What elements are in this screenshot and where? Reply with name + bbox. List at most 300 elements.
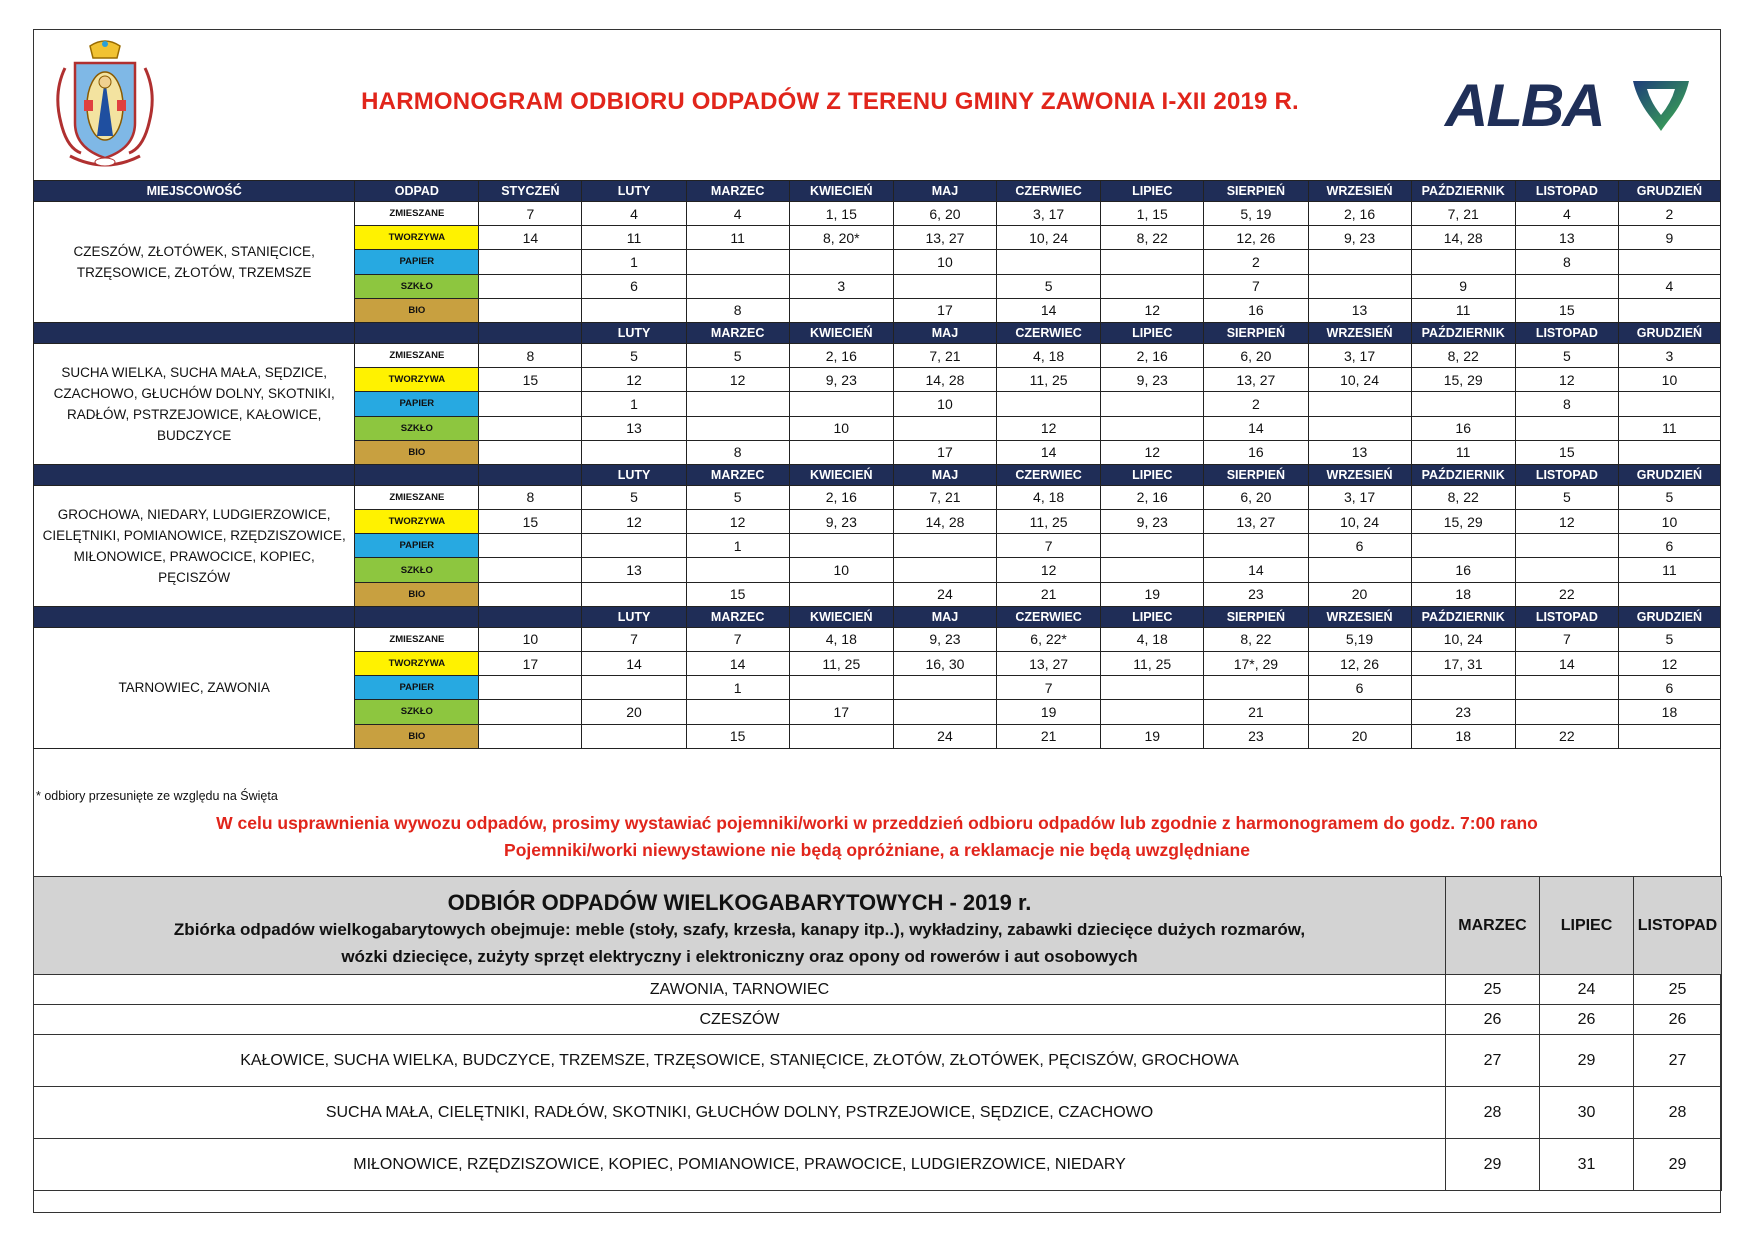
date-cell: 12 — [686, 510, 789, 534]
date-cell — [789, 582, 893, 606]
bulky-date: 24 — [1540, 975, 1634, 1005]
location-cell: TARNOWIEC, ZAWONIA — [34, 627, 355, 748]
waste-category-cell: SZKŁO — [355, 416, 479, 440]
date-cell: 9, 23 — [1308, 226, 1411, 250]
date-cell: 22 — [1515, 582, 1618, 606]
date-cell: 23 — [1411, 700, 1515, 724]
header-month: WRZESIEŃ — [1308, 181, 1411, 202]
date-cell: 18 — [1411, 582, 1515, 606]
date-cell — [582, 534, 686, 558]
date-cell: 7 — [997, 534, 1101, 558]
date-cell: 12 — [1515, 368, 1618, 392]
bulky-date: 25 — [1446, 975, 1540, 1005]
date-cell: 9, 23 — [893, 627, 996, 651]
notice-box — [34, 810, 1720, 878]
date-cell: 7 — [686, 627, 789, 651]
header-month: KWIECIEŃ — [789, 464, 893, 485]
date-cell: 8 — [1515, 392, 1618, 416]
date-cell: 7 — [997, 676, 1101, 700]
date-cell — [1515, 416, 1618, 440]
header-month: SIERPIEŃ — [1204, 322, 1308, 343]
schedule-row — [34, 202, 1721, 226]
date-cell: 6, 20 — [1204, 485, 1308, 509]
date-cell — [1411, 392, 1515, 416]
date-cell: 14 — [479, 226, 582, 250]
bulky-date: 28 — [1634, 1087, 1722, 1139]
date-cell: 9, 23 — [1101, 510, 1204, 534]
date-cell: 8 — [686, 298, 789, 322]
bulky-subtitle-2: wózki dziecięce, zużyty sprzęt elektryczny i elektroniczny oraz opony od rowerów i aut osobowych — [341, 946, 1138, 966]
date-cell: 8, 22 — [1411, 485, 1515, 509]
date-cell — [1101, 250, 1204, 274]
date-cell: 16, 30 — [893, 652, 996, 676]
waste-category-cell: PAPIER — [355, 676, 479, 700]
date-cell — [479, 724, 582, 748]
date-cell: 11 — [1411, 298, 1515, 322]
waste-category-cell: PAPIER — [355, 392, 479, 416]
header-month: LISTOPAD — [1515, 606, 1618, 627]
date-cell — [997, 250, 1101, 274]
header-month: GRUDZIEŃ — [1618, 606, 1720, 627]
date-cell — [582, 298, 686, 322]
date-cell: 12 — [582, 368, 686, 392]
date-cell — [1101, 416, 1204, 440]
date-cell — [1204, 534, 1308, 558]
date-cell — [1515, 534, 1618, 558]
date-cell: 13, 27 — [893, 226, 996, 250]
date-cell: 6 — [582, 274, 686, 298]
bulky-date: 26 — [1446, 1005, 1540, 1035]
date-cell: 8, 22 — [1411, 343, 1515, 367]
schedule-header-row — [34, 464, 1721, 485]
alba-logo — [1445, 72, 1705, 139]
bulky-date: 31 — [1540, 1139, 1634, 1191]
date-cell: 1 — [686, 534, 789, 558]
date-cell — [997, 392, 1101, 416]
header-month: WRZESIEŃ — [1308, 606, 1411, 627]
date-cell — [893, 558, 996, 582]
date-cell: 1, 15 — [789, 202, 893, 226]
date-cell: 12 — [1101, 440, 1204, 464]
date-cell: 11 — [1411, 440, 1515, 464]
location-cell: GROCHOWA, NIEDARY, LUDGIERZOWICE, CIELĘTNIKI, POMIANOWICE, RZĘDZISZOWICE, MIŁONOWICE, PRAWOCICE, KOPIEC, PĘCISZÓW — [34, 485, 355, 606]
waste-category-cell: TWORZYWA — [355, 368, 479, 392]
date-cell: 4, 18 — [1101, 627, 1204, 651]
date-cell: 2 — [1204, 392, 1308, 416]
header-month — [479, 606, 582, 627]
date-cell — [479, 274, 582, 298]
date-cell: 22 — [1515, 724, 1618, 748]
date-cell: 2, 16 — [789, 343, 893, 367]
date-cell: 11, 25 — [789, 652, 893, 676]
date-cell: 5 — [1618, 485, 1720, 509]
bulky-header-row — [34, 877, 1722, 975]
date-cell — [479, 298, 582, 322]
date-cell: 10, 24 — [1411, 627, 1515, 651]
date-cell: 20 — [582, 700, 686, 724]
waste-category-cell: TWORZYWA — [355, 226, 479, 250]
date-cell: 6 — [1308, 534, 1411, 558]
date-cell: 10 — [789, 558, 893, 582]
date-cell — [893, 274, 996, 298]
date-cell: 23 — [1204, 582, 1308, 606]
date-cell: 10 — [893, 392, 996, 416]
date-cell: 4 — [582, 202, 686, 226]
date-cell — [789, 676, 893, 700]
date-cell: 12 — [1618, 652, 1720, 676]
header-month: LISTOPAD — [1515, 181, 1618, 202]
date-cell — [1204, 676, 1308, 700]
header-month: MAJ — [893, 606, 996, 627]
date-cell: 6, 20 — [893, 202, 996, 226]
waste-category-cell: TWORZYWA — [355, 652, 479, 676]
date-cell: 5 — [582, 485, 686, 509]
bulky-date: 27 — [1634, 1035, 1722, 1087]
date-cell — [1101, 274, 1204, 298]
date-cell — [479, 250, 582, 274]
date-cell: 10 — [479, 627, 582, 651]
date-cell: 13, 27 — [1204, 510, 1308, 534]
date-cell: 2 — [1204, 250, 1308, 274]
date-cell: 13 — [1308, 298, 1411, 322]
waste-category-cell: ZMIESZANE — [355, 627, 479, 651]
date-cell — [1515, 676, 1618, 700]
bulky-row — [34, 975, 1722, 1005]
header-month: MARZEC — [686, 181, 789, 202]
notice-line-1: W celu usprawnienia wywozu odpadów, prosimy wystawiać pojemniki/worki w przeddzień odbioru odpadów lub zgodnie z harmonogramem do godz. 7:00 rano — [216, 813, 1538, 833]
date-cell: 21 — [997, 582, 1101, 606]
date-cell: 10, 24 — [997, 226, 1101, 250]
bulky-title: ODBIÓR ODPADÓW WIELKOGABARYTOWYCH - 2019 r. — [447, 889, 1032, 915]
bulky-date: 27 — [1446, 1035, 1540, 1087]
header-month: WRZESIEŃ — [1308, 464, 1411, 485]
date-cell — [1515, 558, 1618, 582]
header-waste — [355, 322, 479, 343]
date-cell: 3, 17 — [1308, 343, 1411, 367]
header-month: MARZEC — [686, 606, 789, 627]
header-month: LUTY — [582, 181, 686, 202]
header-location: MIEJSCOWOŚĆ — [34, 181, 355, 202]
header-month: PAŹDZIERNIK — [1411, 322, 1515, 343]
header-month — [479, 322, 582, 343]
date-cell: 7 — [1515, 627, 1618, 651]
header-month: SIERPIEŃ — [1204, 464, 1308, 485]
bulky-month-header: LISTOPAD — [1634, 877, 1722, 975]
date-cell: 8 — [479, 485, 582, 509]
header-month: LISTOPAD — [1515, 322, 1618, 343]
date-cell: 17 — [893, 298, 996, 322]
bulky-row — [34, 1087, 1722, 1139]
header-month: MARZEC — [686, 464, 789, 485]
date-cell: 9, 23 — [789, 368, 893, 392]
date-cell: 19 — [1101, 582, 1204, 606]
page-title: HARMONOGRAM ODBIORU ODPADÓW Z TERENU GMINY ZAWONIA I-XII 2019 R. — [361, 88, 1299, 115]
header-month: LIPIEC — [1101, 181, 1204, 202]
date-cell: 18 — [1411, 724, 1515, 748]
date-cell — [1618, 440, 1720, 464]
bulky-locations: CZESZÓW — [34, 1005, 1446, 1035]
date-cell: 4, 18 — [789, 627, 893, 651]
date-cell — [1618, 250, 1720, 274]
date-cell: 17 — [893, 440, 996, 464]
date-cell: 8, 22 — [1204, 627, 1308, 651]
schedule-row — [34, 343, 1721, 367]
date-cell: 8, 20* — [789, 226, 893, 250]
date-cell — [1101, 534, 1204, 558]
date-cell: 9, 23 — [789, 510, 893, 534]
date-cell: 15 — [1515, 440, 1618, 464]
date-cell: 7, 21 — [893, 343, 996, 367]
date-cell — [686, 558, 789, 582]
date-cell: 5 — [686, 343, 789, 367]
date-cell: 5 — [1515, 343, 1618, 367]
waste-category-cell: SZKŁO — [355, 700, 479, 724]
date-cell — [1308, 416, 1411, 440]
date-cell — [1308, 392, 1411, 416]
alba-drop-icon — [1629, 77, 1693, 133]
header-location — [34, 464, 355, 485]
date-cell: 14 — [1204, 558, 1308, 582]
date-cell — [582, 676, 686, 700]
header-month: WRZESIEŃ — [1308, 322, 1411, 343]
date-cell: 14, 28 — [893, 368, 996, 392]
date-cell — [479, 416, 582, 440]
date-cell — [1308, 558, 1411, 582]
date-cell: 14 — [686, 652, 789, 676]
bulky-date: 29 — [1446, 1139, 1540, 1191]
date-cell: 4 — [1618, 274, 1720, 298]
date-cell: 8 — [1515, 250, 1618, 274]
date-cell: 15 — [686, 582, 789, 606]
bulky-date: 28 — [1446, 1087, 1540, 1139]
date-cell: 11 — [582, 226, 686, 250]
date-cell — [1101, 392, 1204, 416]
date-cell — [479, 700, 582, 724]
date-cell: 16 — [1204, 440, 1308, 464]
date-cell: 19 — [1101, 724, 1204, 748]
date-cell: 14, 28 — [1411, 226, 1515, 250]
date-cell: 6 — [1618, 676, 1720, 700]
date-cell — [1618, 392, 1720, 416]
date-cell — [1515, 700, 1618, 724]
header-month: GRUDZIEŃ — [1618, 464, 1720, 485]
bulky-row — [34, 1035, 1722, 1087]
waste-category-cell: TWORZYWA — [355, 510, 479, 534]
date-cell: 1 — [582, 250, 686, 274]
bulky-waste-table — [33, 876, 1722, 1191]
date-cell: 13, 27 — [997, 652, 1101, 676]
date-cell — [789, 298, 893, 322]
date-cell: 12 — [1101, 298, 1204, 322]
bulky-date: 29 — [1634, 1139, 1722, 1191]
date-cell: 15, 29 — [1411, 368, 1515, 392]
date-cell: 11 — [686, 226, 789, 250]
date-cell — [479, 558, 582, 582]
date-cell: 11, 25 — [1101, 652, 1204, 676]
date-cell — [1411, 676, 1515, 700]
date-cell — [1618, 724, 1720, 748]
header-month: CZERWIEC — [997, 181, 1101, 202]
date-cell: 11, 25 — [997, 510, 1101, 534]
waste-category-cell: PAPIER — [355, 250, 479, 274]
date-cell: 15, 29 — [1411, 510, 1515, 534]
date-cell: 15 — [479, 510, 582, 534]
date-cell: 10 — [1618, 368, 1720, 392]
header-month: SIERPIEŃ — [1204, 606, 1308, 627]
date-cell — [1618, 582, 1720, 606]
date-cell: 4 — [1515, 202, 1618, 226]
header-month: MAJ — [893, 181, 996, 202]
date-cell: 4 — [686, 202, 789, 226]
bulky-locations: KAŁOWICE, SUCHA WIELKA, BUDCZYCE, TRZEMSZE, TRZĘSOWICE, STANIĘCICE, ZŁOTÓW, ZŁOTÓWEK, PĘCISZÓW, GROCHOWA — [34, 1035, 1446, 1087]
date-cell: 16 — [1411, 416, 1515, 440]
date-cell: 5 — [1618, 627, 1720, 651]
location-cell: CZESZÓW, ZŁOTÓWEK, STANIĘCICE, TRZĘSOWICE, ZŁOTÓW, TRZEMSZE — [34, 202, 355, 323]
date-cell — [789, 250, 893, 274]
date-cell: 18 — [1618, 700, 1720, 724]
date-cell: 14, 28 — [893, 510, 996, 534]
date-cell: 13 — [582, 558, 686, 582]
header-month: STYCZEŃ — [479, 181, 582, 202]
date-cell: 24 — [893, 582, 996, 606]
date-cell — [582, 440, 686, 464]
date-cell: 12, 26 — [1308, 652, 1411, 676]
header-month: LUTY — [582, 464, 686, 485]
date-cell: 15 — [686, 724, 789, 748]
header-month: CZERWIEC — [997, 464, 1101, 485]
date-cell: 15 — [479, 368, 582, 392]
date-cell: 17 — [789, 700, 893, 724]
waste-category-cell: BIO — [355, 724, 479, 748]
waste-category-cell: BIO — [355, 582, 479, 606]
date-cell: 5, 19 — [1204, 202, 1308, 226]
date-cell: 6, 22* — [997, 627, 1101, 651]
date-cell — [686, 392, 789, 416]
bulky-subtitle-1: Zbiórka odpadów wielkogabarytowych obejmuje: meble (stoły, szafy, krzesła, kanapy itp..), wykładziny, zabawki dziecięce dużych rozmarów, — [173, 919, 1306, 939]
schedule-header-row — [34, 606, 1721, 627]
coat-of-arms-logo — [50, 38, 160, 174]
header-waste — [355, 606, 479, 627]
schedule-row — [34, 485, 1721, 509]
schedule-header-row — [34, 322, 1721, 343]
date-cell: 14 — [997, 298, 1101, 322]
date-cell — [789, 724, 893, 748]
date-cell — [1515, 274, 1618, 298]
date-cell — [1101, 700, 1204, 724]
date-cell: 11, 25 — [997, 368, 1101, 392]
date-cell — [686, 274, 789, 298]
date-cell — [893, 700, 996, 724]
bulky-month-header: LIPIEC — [1540, 877, 1634, 975]
date-cell: 10, 24 — [1308, 368, 1411, 392]
header-month: KWIECIEŃ — [789, 181, 893, 202]
date-cell: 12 — [1515, 510, 1618, 534]
date-cell: 8 — [686, 440, 789, 464]
date-cell: 3 — [789, 274, 893, 298]
notice-line-2: Pojemniki/worki niewystawione nie będą opróżniane, a reklamacje nie będą uwzględniane — [504, 840, 1250, 860]
date-cell: 14 — [1204, 416, 1308, 440]
header-month: PAŹDZIERNIK — [1411, 606, 1515, 627]
date-cell — [479, 534, 582, 558]
date-cell: 2, 16 — [1101, 343, 1204, 367]
date-cell: 1, 15 — [1101, 202, 1204, 226]
date-cell: 12 — [997, 416, 1101, 440]
header-month: KWIECIEŃ — [789, 322, 893, 343]
header-month: LIPIEC — [1101, 322, 1204, 343]
date-cell: 6 — [1308, 676, 1411, 700]
bulky-date: 25 — [1634, 975, 1722, 1005]
bulky-month-header: MARZEC — [1446, 877, 1540, 975]
date-cell: 10 — [789, 416, 893, 440]
collection-schedule-table — [33, 180, 1721, 749]
date-cell: 12, 26 — [1204, 226, 1308, 250]
date-cell: 11 — [1618, 416, 1720, 440]
date-cell — [1101, 558, 1204, 582]
date-cell: 9 — [1411, 274, 1515, 298]
bulky-locations: SUCHA MAŁA, CIELĘTNIKI, RADŁÓW, SKOTNIKI, GŁUCHÓW DOLNY, PSTRZEJOWICE, SĘDZICE, CZACHOWO — [34, 1087, 1446, 1139]
date-cell: 16 — [1411, 558, 1515, 582]
bulky-locations: ZAWONIA, TARNOWIEC — [34, 975, 1446, 1005]
date-cell: 2, 16 — [1308, 202, 1411, 226]
bulky-locations: MIŁONOWICE, RZĘDZISZOWICE, KOPIEC, POMIANOWICE, PRAWOCICE, LUDGIERZOWICE, NIEDARY — [34, 1139, 1446, 1191]
date-cell: 7 — [1204, 274, 1308, 298]
date-cell — [686, 700, 789, 724]
date-cell — [1308, 250, 1411, 274]
date-cell — [1308, 274, 1411, 298]
header-month: GRUDZIEŃ — [1618, 181, 1720, 202]
date-cell — [479, 392, 582, 416]
header-month: SIERPIEŃ — [1204, 181, 1308, 202]
waste-category-cell: ZMIESZANE — [355, 485, 479, 509]
date-cell: 21 — [997, 724, 1101, 748]
date-cell: 3 — [1618, 343, 1720, 367]
date-cell — [893, 534, 996, 558]
waste-category-cell: BIO — [355, 440, 479, 464]
date-cell: 16 — [1204, 298, 1308, 322]
location-cell: SUCHA WIELKA, SUCHA MAŁA, SĘDZICE, CZACHOWO, GŁUCHÓW DOLNY, SKOTNIKI, RADŁÓW, PSTRZEJOWICE, KAŁOWICE, BUDCZYCE — [34, 343, 355, 464]
header-month: LIPIEC — [1101, 464, 1204, 485]
date-cell — [789, 534, 893, 558]
date-cell: 24 — [893, 724, 996, 748]
date-cell: 3, 17 — [997, 202, 1101, 226]
date-cell: 14 — [582, 652, 686, 676]
date-cell — [582, 724, 686, 748]
header-month: MAJ — [893, 322, 996, 343]
date-cell: 12 — [686, 368, 789, 392]
date-cell: 19 — [997, 700, 1101, 724]
date-cell: 8, 22 — [1101, 226, 1204, 250]
date-cell — [789, 392, 893, 416]
date-cell: 5 — [686, 485, 789, 509]
date-cell: 5 — [997, 274, 1101, 298]
date-cell: 1 — [582, 392, 686, 416]
date-cell — [686, 416, 789, 440]
date-cell — [1618, 298, 1720, 322]
date-cell: 12 — [582, 510, 686, 534]
date-cell: 14 — [1515, 652, 1618, 676]
header-location — [34, 322, 355, 343]
date-cell: 21 — [1204, 700, 1308, 724]
bulky-row — [34, 1139, 1722, 1191]
date-cell — [686, 250, 789, 274]
header-month: MAJ — [893, 464, 996, 485]
date-cell: 15 — [1515, 298, 1618, 322]
date-cell — [1101, 676, 1204, 700]
header-month: LUTY — [582, 606, 686, 627]
date-cell: 23 — [1204, 724, 1308, 748]
date-cell: 13 — [582, 416, 686, 440]
date-cell — [1411, 250, 1515, 274]
